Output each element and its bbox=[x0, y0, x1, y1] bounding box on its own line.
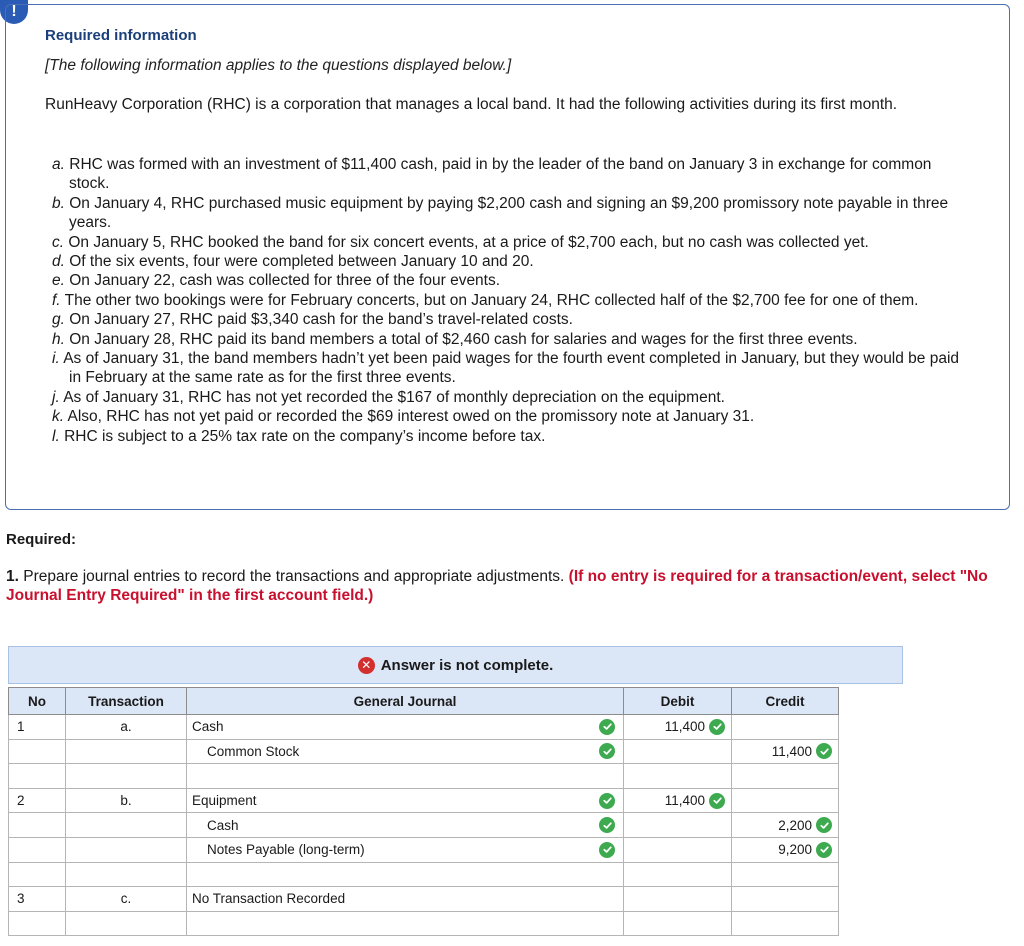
table-row bbox=[9, 837, 839, 862]
transaction-cell: a. bbox=[66, 715, 187, 740]
entry-number-cell bbox=[9, 813, 66, 838]
table-row bbox=[9, 813, 839, 838]
instruction-note: (If no entry is required for a transaction/event, select "No Journal Entry Required" in the first account field.) bbox=[6, 568, 988, 604]
activity-letter: j. bbox=[52, 388, 60, 406]
transaction-cell bbox=[66, 837, 187, 862]
activity-item bbox=[52, 155, 967, 194]
activity-item bbox=[52, 349, 967, 388]
account-field[interactable] bbox=[187, 887, 624, 912]
activity-letter: k. bbox=[52, 408, 65, 426]
activity-text: As of January 31, the band members hadn’t yet been paid wages for the fourth event completed in January, but they would be paid in February at the same rate as for the first three events. bbox=[63, 350, 960, 387]
activity-text: On January 28, RHC paid its band members a total of $2,460 cash for salaries and wages for the first three events. bbox=[69, 330, 858, 348]
header-general-journal: General Journal bbox=[187, 688, 624, 715]
activity-item bbox=[52, 310, 967, 329]
table-row bbox=[9, 739, 839, 764]
activity-item bbox=[52, 252, 967, 271]
instruction bbox=[6, 567, 1006, 605]
account-name: Cash bbox=[207, 817, 239, 833]
debit-field[interactable] bbox=[624, 837, 732, 862]
credit-field[interactable] bbox=[732, 862, 839, 887]
entry-number-cell bbox=[9, 862, 66, 887]
transaction-cell: b. bbox=[66, 788, 187, 813]
activity-letter: h. bbox=[52, 330, 65, 348]
credit-field[interactable] bbox=[732, 911, 839, 936]
info-intro: RunHeavy Corporation (RHC) is a corporation that manages a local band. It had the following activities during its first month. bbox=[45, 96, 898, 113]
answer-status-text: Answer is not complete. bbox=[380, 656, 554, 674]
entry-number-cell bbox=[9, 739, 66, 764]
x-circle-icon: ✕ bbox=[358, 657, 375, 674]
debit-field[interactable] bbox=[624, 911, 732, 936]
account-field[interactable] bbox=[187, 715, 624, 740]
transaction-cell bbox=[66, 911, 187, 936]
credit-field[interactable] bbox=[732, 837, 839, 862]
activity-text: As of January 31, RHC has not yet recorded the $167 of monthly depreciation on the equipment. bbox=[63, 388, 725, 406]
activity-letter: g. bbox=[52, 311, 65, 329]
table-row bbox=[9, 715, 839, 740]
account-field[interactable] bbox=[187, 862, 624, 887]
credit-field[interactable] bbox=[732, 715, 839, 740]
activity-item bbox=[52, 407, 967, 426]
debit-field[interactable] bbox=[624, 813, 732, 838]
check-icon bbox=[599, 842, 615, 858]
activity-item bbox=[52, 233, 967, 252]
check-icon bbox=[816, 842, 832, 858]
activity-letter: e. bbox=[52, 272, 65, 290]
activity-text: The other two bookings were for February concerts, but on January 24, RHC collected half of the $2,700 fee for one of them. bbox=[64, 291, 919, 309]
account-name: Common Stock bbox=[207, 743, 300, 759]
check-icon bbox=[599, 793, 615, 809]
credit-field[interactable] bbox=[732, 788, 839, 813]
check-icon bbox=[816, 817, 832, 833]
debit-field[interactable] bbox=[624, 715, 732, 740]
entry-number-cell: 1 bbox=[9, 715, 66, 740]
check-icon bbox=[599, 743, 615, 759]
header-credit: Credit bbox=[732, 688, 839, 715]
activity-letter: f. bbox=[52, 291, 61, 309]
account-field[interactable] bbox=[187, 739, 624, 764]
account-field[interactable] bbox=[187, 911, 624, 936]
header-no: No bbox=[9, 688, 66, 715]
answer-status-banner bbox=[8, 646, 903, 684]
activity-item bbox=[52, 388, 967, 407]
account-field[interactable] bbox=[187, 813, 624, 838]
credit-field[interactable] bbox=[732, 764, 839, 789]
journal-table bbox=[8, 687, 839, 936]
activity-item bbox=[52, 330, 967, 349]
credit-amount: 9,200 bbox=[778, 842, 812, 858]
activity-text: Also, RHC has not yet paid or recorded the $69 interest owed on the promissory note at January 31. bbox=[67, 408, 755, 426]
instruction-text: Prepare journal entries to record the transactions and appropriate adjustments. bbox=[23, 568, 565, 585]
credit-field[interactable] bbox=[732, 739, 839, 764]
entry-number-cell bbox=[9, 764, 66, 789]
activities-list bbox=[52, 155, 967, 446]
transaction-cell bbox=[66, 764, 187, 789]
header-transaction: Transaction bbox=[66, 688, 187, 715]
check-icon bbox=[709, 719, 725, 735]
credit-amount: 11,400 bbox=[771, 743, 812, 759]
activity-letter: a. bbox=[52, 156, 65, 173]
account-field[interactable] bbox=[187, 837, 624, 862]
account-name: Equipment bbox=[192, 793, 257, 809]
activity-text: RHC was formed with an investment of $11,400 cash, paid in by the leader of the band on January 3 in exchange for common stock. bbox=[69, 156, 932, 193]
debit-field[interactable] bbox=[624, 739, 732, 764]
activity-letter: i. bbox=[52, 350, 60, 368]
alert-icon: ! bbox=[0, 0, 28, 24]
debit-amount: 11,400 bbox=[664, 793, 705, 809]
account-name: No Transaction Recorded bbox=[192, 891, 346, 907]
instruction-number: 1. bbox=[6, 568, 19, 585]
check-icon bbox=[599, 719, 615, 735]
entry-number-cell bbox=[9, 837, 66, 862]
info-title: Required information bbox=[45, 27, 197, 44]
activity-item bbox=[52, 194, 967, 233]
activity-text: RHC is subject to a 25% tax rate on the company’s income before tax. bbox=[64, 427, 546, 445]
credit-amount: 2,200 bbox=[778, 817, 812, 833]
activity-text: On January 4, RHC purchased music equipment by paying $2,200 cash and signing an $9,200 promissory note payable in three years. bbox=[69, 194, 949, 232]
entry-number-cell: 2 bbox=[9, 788, 66, 813]
activity-item bbox=[52, 271, 967, 290]
account-name: Notes Payable (long-term) bbox=[207, 842, 365, 858]
credit-field[interactable] bbox=[732, 887, 839, 912]
check-icon bbox=[599, 817, 615, 833]
activity-letter: b. bbox=[52, 194, 65, 212]
check-icon bbox=[709, 793, 725, 809]
transaction-cell bbox=[66, 813, 187, 838]
activity-text: Of the six events, four were completed between January 10 and 20. bbox=[69, 253, 534, 271]
activity-letter: d. bbox=[52, 253, 65, 271]
table-row bbox=[9, 887, 839, 912]
check-icon bbox=[816, 743, 832, 759]
entry-number-cell: 3 bbox=[9, 887, 66, 912]
debit-field[interactable] bbox=[624, 788, 732, 813]
debit-amount: 11,400 bbox=[664, 719, 705, 735]
activity-item bbox=[52, 291, 967, 310]
debit-field[interactable] bbox=[624, 862, 732, 887]
table-row bbox=[9, 862, 839, 887]
table-row bbox=[9, 911, 839, 936]
account-field[interactable] bbox=[187, 788, 624, 813]
activity-letter: c. bbox=[52, 233, 65, 251]
transaction-cell bbox=[66, 862, 187, 887]
transaction-cell bbox=[66, 739, 187, 764]
required-heading: Required: bbox=[6, 531, 77, 548]
activity-item bbox=[52, 427, 967, 446]
debit-field[interactable] bbox=[624, 887, 732, 912]
activity-text: On January 27, RHC paid $3,340 cash for the band’s travel-related costs. bbox=[69, 311, 573, 329]
transaction-cell: c. bbox=[66, 887, 187, 912]
header-debit: Debit bbox=[624, 688, 732, 715]
account-name: Cash bbox=[192, 719, 224, 735]
activity-text: On January 5, RHC booked the band for six concert events, at a price of $2,700 each, but no cash was collected yet. bbox=[68, 233, 869, 251]
activity-letter: l. bbox=[52, 427, 60, 445]
info-subtitle: [The following information applies to the questions displayed below.] bbox=[45, 57, 512, 74]
debit-field[interactable] bbox=[624, 764, 732, 789]
entry-number-cell bbox=[9, 911, 66, 936]
account-field[interactable] bbox=[187, 764, 624, 789]
table-row bbox=[9, 788, 839, 813]
table-row bbox=[9, 764, 839, 789]
credit-field[interactable] bbox=[732, 813, 839, 838]
activity-text: On January 22, cash was collected for three of the four events. bbox=[69, 272, 501, 290]
